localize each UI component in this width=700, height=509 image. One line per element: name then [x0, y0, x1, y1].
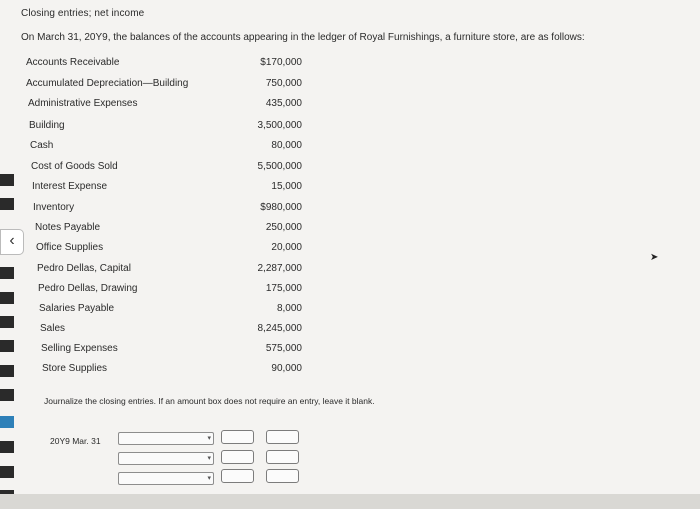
account-amount: 575,000	[265, 343, 302, 354]
credit-amount-input-2[interactable]	[266, 450, 299, 464]
chevron-left-icon: ‹	[9, 232, 15, 249]
account-name: Inventory	[33, 202, 75, 213]
table-row	[0, 202, 700, 218]
account-name: Accumulated Depreciation—Building	[26, 78, 189, 89]
account-name: Accounts Receivable	[26, 57, 120, 68]
table-row	[0, 323, 700, 339]
account-amount: 20,000	[271, 242, 302, 253]
question-marker[interactable]	[0, 389, 14, 401]
account-select-1[interactable]	[118, 432, 214, 445]
journal-instruction: Journalize the closing entries. If an amount box does not require an entry, leave it blank.	[44, 396, 375, 406]
account-select-2[interactable]	[118, 452, 214, 465]
credit-amount-input-3[interactable]	[266, 469, 299, 483]
account-amount: 90,000	[271, 363, 302, 374]
account-name: Interest Expense	[32, 181, 108, 192]
page-bottom-edge	[0, 494, 700, 509]
question-marker[interactable]	[0, 466, 14, 478]
question-marker[interactable]	[0, 198, 14, 210]
table-row	[0, 343, 700, 359]
account-name: Pedro Dellas, Capital	[37, 263, 131, 274]
dropdown-arrow-icon: ▾	[207, 435, 211, 442]
account-amount: $980,000	[260, 202, 302, 213]
account-name: Pedro Dellas, Drawing	[38, 283, 138, 294]
table-row	[0, 120, 700, 136]
question-marker[interactable]	[0, 441, 14, 453]
question-marker[interactable]	[0, 365, 14, 377]
account-amount: 5,500,000	[257, 161, 302, 172]
question-marker[interactable]	[0, 292, 14, 304]
account-amount: $170,000	[260, 57, 302, 68]
question-marker[interactable]	[0, 267, 14, 279]
table-row	[0, 363, 700, 379]
back-button[interactable]	[0, 229, 24, 255]
table-row	[0, 303, 700, 319]
account-name: Notes Payable	[35, 222, 101, 233]
question-marker[interactable]	[0, 174, 14, 186]
journal-date-label: 20Y9 Mar. 31	[50, 436, 101, 446]
account-balances-table	[0, 54, 700, 384]
account-amount: 8,245,000	[257, 323, 302, 334]
table-row	[0, 283, 700, 299]
question-navigation-strip	[0, 170, 14, 509]
credit-amount-input-1[interactable]	[266, 430, 299, 444]
account-amount: 250,000	[265, 222, 302, 233]
account-amount: 750,000	[265, 78, 302, 89]
mouse-pointer-icon: ➤	[650, 252, 659, 263]
table-row	[0, 263, 700, 279]
account-name: Office Supplies	[36, 242, 104, 253]
account-name: Cost of Goods Sold	[31, 161, 118, 172]
debit-amount-input-1[interactable]	[221, 430, 254, 444]
table-row	[0, 181, 700, 197]
table-row	[0, 161, 700, 177]
problem-intro: On March 31, 20Y9, the balances of the accounts appearing in the ledger of Royal Furnishings, a furniture store, are as follows:	[21, 32, 585, 43]
account-amount: 175,000	[265, 283, 302, 294]
account-select-3[interactable]	[118, 472, 214, 485]
account-name: Cash	[30, 140, 54, 151]
account-name: Salaries Payable	[39, 303, 115, 314]
table-row	[0, 57, 700, 73]
account-amount: 80,000	[271, 140, 302, 151]
question-marker-current[interactable]	[0, 416, 14, 428]
account-name: Sales	[40, 323, 66, 334]
table-row	[0, 222, 700, 238]
account-amount: 3,500,000	[257, 120, 302, 131]
dropdown-arrow-icon: ▾	[207, 455, 211, 462]
account-name: Store Supplies	[42, 363, 108, 374]
account-amount: 435,000	[265, 98, 302, 109]
account-name: Administrative Expenses	[28, 98, 138, 109]
question-marker[interactable]	[0, 340, 14, 352]
account-amount: 2,287,000	[257, 263, 302, 274]
table-row	[0, 140, 700, 156]
account-name: Selling Expenses	[41, 343, 118, 354]
table-row	[0, 242, 700, 258]
account-amount: 8,000	[276, 303, 302, 314]
dropdown-arrow-icon: ▾	[207, 475, 211, 482]
question-marker[interactable]	[0, 316, 14, 328]
problem-title: Closing entries; net income	[21, 8, 145, 19]
debit-amount-input-3[interactable]	[221, 469, 254, 483]
table-row	[0, 98, 700, 114]
account-amount: 15,000	[271, 181, 302, 192]
account-name: Building	[29, 120, 65, 131]
debit-amount-input-2[interactable]	[221, 450, 254, 464]
table-row	[0, 78, 700, 94]
